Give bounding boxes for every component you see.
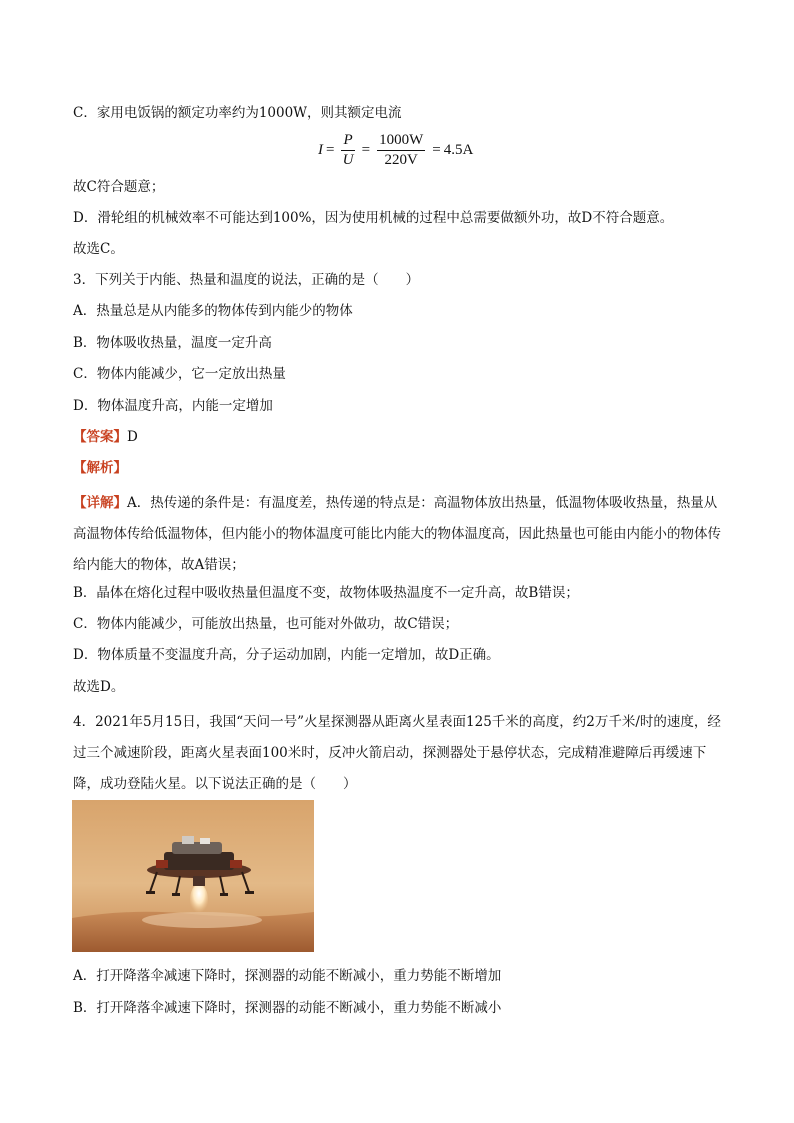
formula-result: 4.5A [443, 141, 474, 158]
fraction-numerator-power: 1000W [377, 132, 425, 151]
choose-c-text: 故选C。 [73, 241, 124, 257]
detail-b-text: B．晶体在熔化过程中吸收热量但温度不变，故物体吸热温度不一定升高，故B错误； [73, 585, 579, 601]
detail-tag: 【详解】 [73, 495, 127, 511]
question-4-stem: 4．2021年5月15日，我国“天问一号”火星探测器从距离火星表面125千米的高度，约2万千米/时的速度，经过三个减速阶段，距离火星表面100米时，反冲火箭启动，探测器处于悬停状态，完成精准避障后再缓速下降，成功登陆火星。以下说法正确的是（ ） [73, 714, 721, 792]
question-4-option-b: B．打开降落伞减速下降时，探测器的动能不断减小，重力势能不断减小 [73, 1000, 502, 1016]
answer-tag: 【答案】 [73, 429, 127, 445]
question-3-option-d: D．物体温度升高，内能一定增加 [73, 398, 273, 414]
fraction-denominator-u: U [342, 151, 354, 168]
answer-value: D [127, 429, 138, 445]
fraction-p-over-u [341, 132, 354, 169]
detail-a-paragraph [73, 488, 723, 581]
option-c-conclusion: 故C符合题意； [73, 179, 165, 195]
detail-c-text: C．物体内能减少，可能放出热量，也可能对外做功，故C错误； [73, 616, 459, 632]
question-3-option-b: B．物体吸收热量，温度一定升高 [73, 335, 272, 351]
formula-equals-1: = [326, 141, 335, 158]
detail-a-text: A．热传递的条件是：有温度差，热传递的特点是：高温物体放出热量，低温物体吸收热量，热量从高温物体传给低温物体，但内能小的物体温度可能比内能大的物体温度高，因此热量也可能由内能小的物体传给内能大的物体，故A错误； [73, 495, 721, 573]
option-c-power-text: C．家用电饭锅的额定功率约为1000W，则其额定电流 [73, 105, 402, 121]
fraction-denominator-voltage: 220V [384, 151, 418, 168]
question-3-option-a: A．热量总是从内能多的物体传到内能少的物体 [73, 303, 353, 319]
question-4-option-a: A．打开降落伞减速下降时，探测器的动能不断减小，重力势能不断增加 [73, 968, 502, 984]
option-d-pulley-text: D．滑轮组的机械效率不可能达到100%，因为使用机械的过程中总需要做额外功，故D不符合题意。 [73, 210, 674, 226]
analysis-line [73, 458, 127, 478]
choose-d-text: 故选D。 [73, 679, 125, 695]
current-formula [318, 127, 473, 173]
formula-equals-3: = [432, 141, 441, 158]
answer-line [73, 427, 138, 447]
analysis-tag: 【解析】 [73, 460, 127, 476]
fraction-values [377, 132, 425, 169]
detail-d-text: D．物体质量不变温度升高，分子运动加剧，内能一定增加，故D正确。 [73, 647, 500, 663]
formula-equals-2: = [361, 141, 371, 158]
question-3-option-c: C．物体内能减少，它一定放出热量 [73, 366, 286, 382]
fraction-numerator-p: P [341, 132, 354, 151]
mars-lander-photo [72, 800, 314, 952]
formula-lhs: I [318, 141, 323, 158]
question-3-stem: 3．下列关于内能、热量和温度的说法，正确的是（ ） [73, 272, 420, 288]
